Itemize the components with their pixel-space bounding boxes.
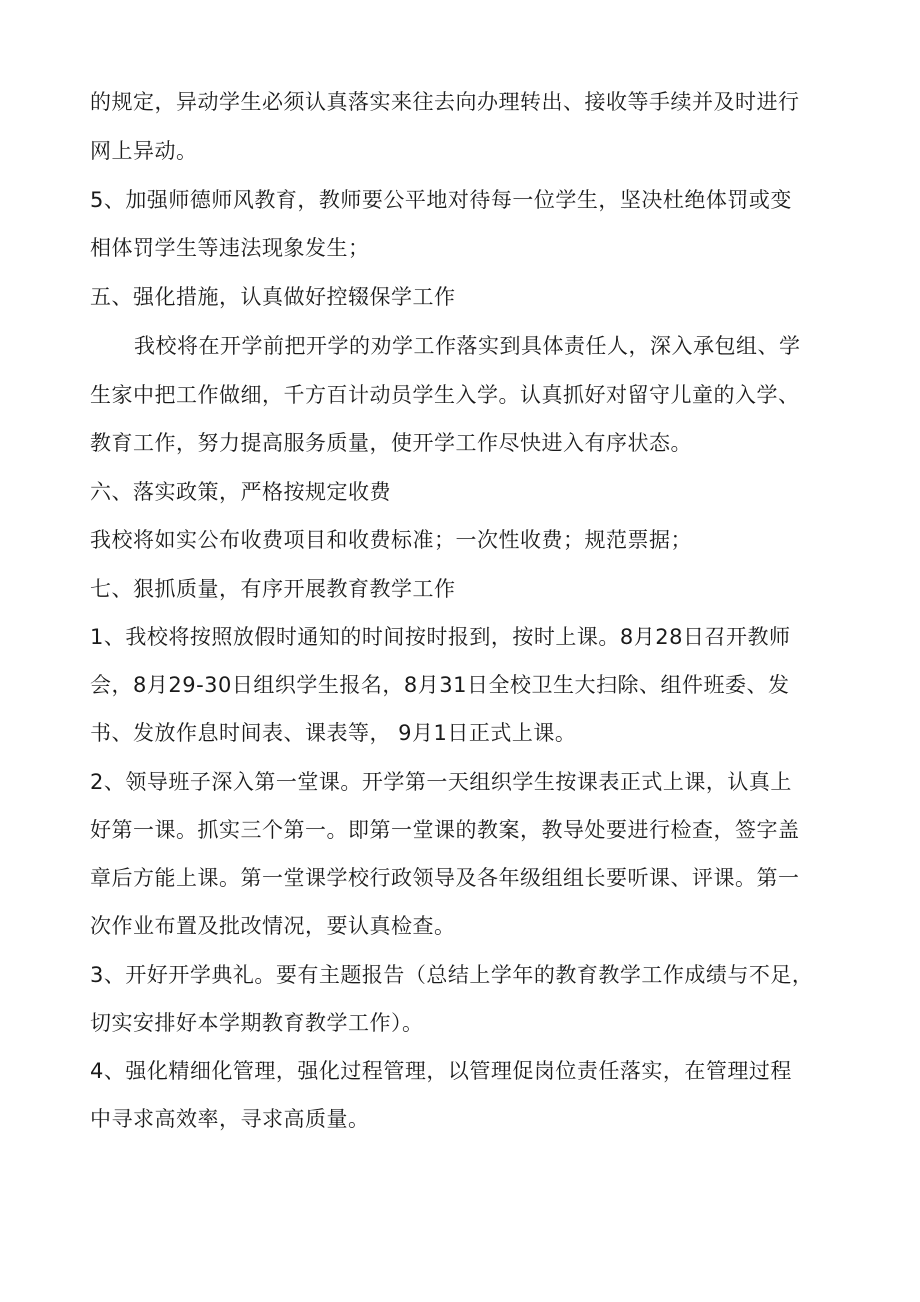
text-line: 3、开好开学典礼。要有主题报告（总结上学年的教育教学工作成绩与不足，	[90, 963, 814, 987]
text-line: 中寻求高效率，寻求高质量。	[90, 1107, 370, 1131]
text-line: 4、强化精细化管理，强化过程管理，以管理促岗位责任落实，在管理过程	[90, 1059, 792, 1083]
text-line: 切实安排好本学期教育教学工作）。	[90, 1011, 424, 1035]
text-line: 好第一课。抓实三个第一。即第一堂课的教案，教导处要进行检查，签字盖	[90, 818, 800, 842]
text-line: 教育工作，努力提高服务质量，使开学工作尽快进入有序状态。	[90, 431, 692, 455]
text-line: 会，8月29-30日组织学生报名，8月31日全校卫生大扫除、组件班委、发	[90, 673, 790, 697]
text-line: 章后方能上课。第一堂课学校行政领导及各年级组组长要听课、评课。第一	[90, 866, 800, 890]
text-line: 的规定，异动学生必须认真落实来往去向办理转出、接收等手续并及时进行	[90, 90, 800, 114]
text-line: 生家中把工作做细，千方百计动员学生入学。认真抓好对留守儿童的入学、	[90, 383, 800, 407]
text-line: 1、我校将按照放假时通知的时间按时报到，按时上课。8月28日召开教师	[90, 625, 791, 649]
text-line: 我校将如实公布收费项目和收费标准；一次性收费；规范票据；	[90, 528, 692, 552]
text-line: 我校将在开学前把开学的劝学工作落实到具体责任人，深入承包组、学	[134, 334, 801, 358]
section-heading: 五、强化措施，认真做好控辍保学工作	[90, 285, 456, 309]
section-heading: 六、落实政策，严格按规定收费	[90, 480, 391, 504]
text-line: 书、发放作息时间表、课表等， 9月1日正式上课。	[90, 721, 577, 745]
text-line: 网上异动。	[90, 139, 198, 163]
text-line: 相体罚学生等违法现象发生；	[90, 236, 370, 260]
text-line: 5、加强师德师风教育，教师要公平地对待每一位学生，坚决杜绝体罚或变	[90, 188, 792, 212]
text-line: 次作业布置及批改情况，要认真检查。	[90, 914, 456, 938]
text-line: 2、领导班子深入第一堂课。开学第一天组织学生按课表正式上课，认真上	[90, 770, 792, 794]
section-heading: 七、狠抓质量，有序开展教育教学工作	[90, 577, 456, 601]
